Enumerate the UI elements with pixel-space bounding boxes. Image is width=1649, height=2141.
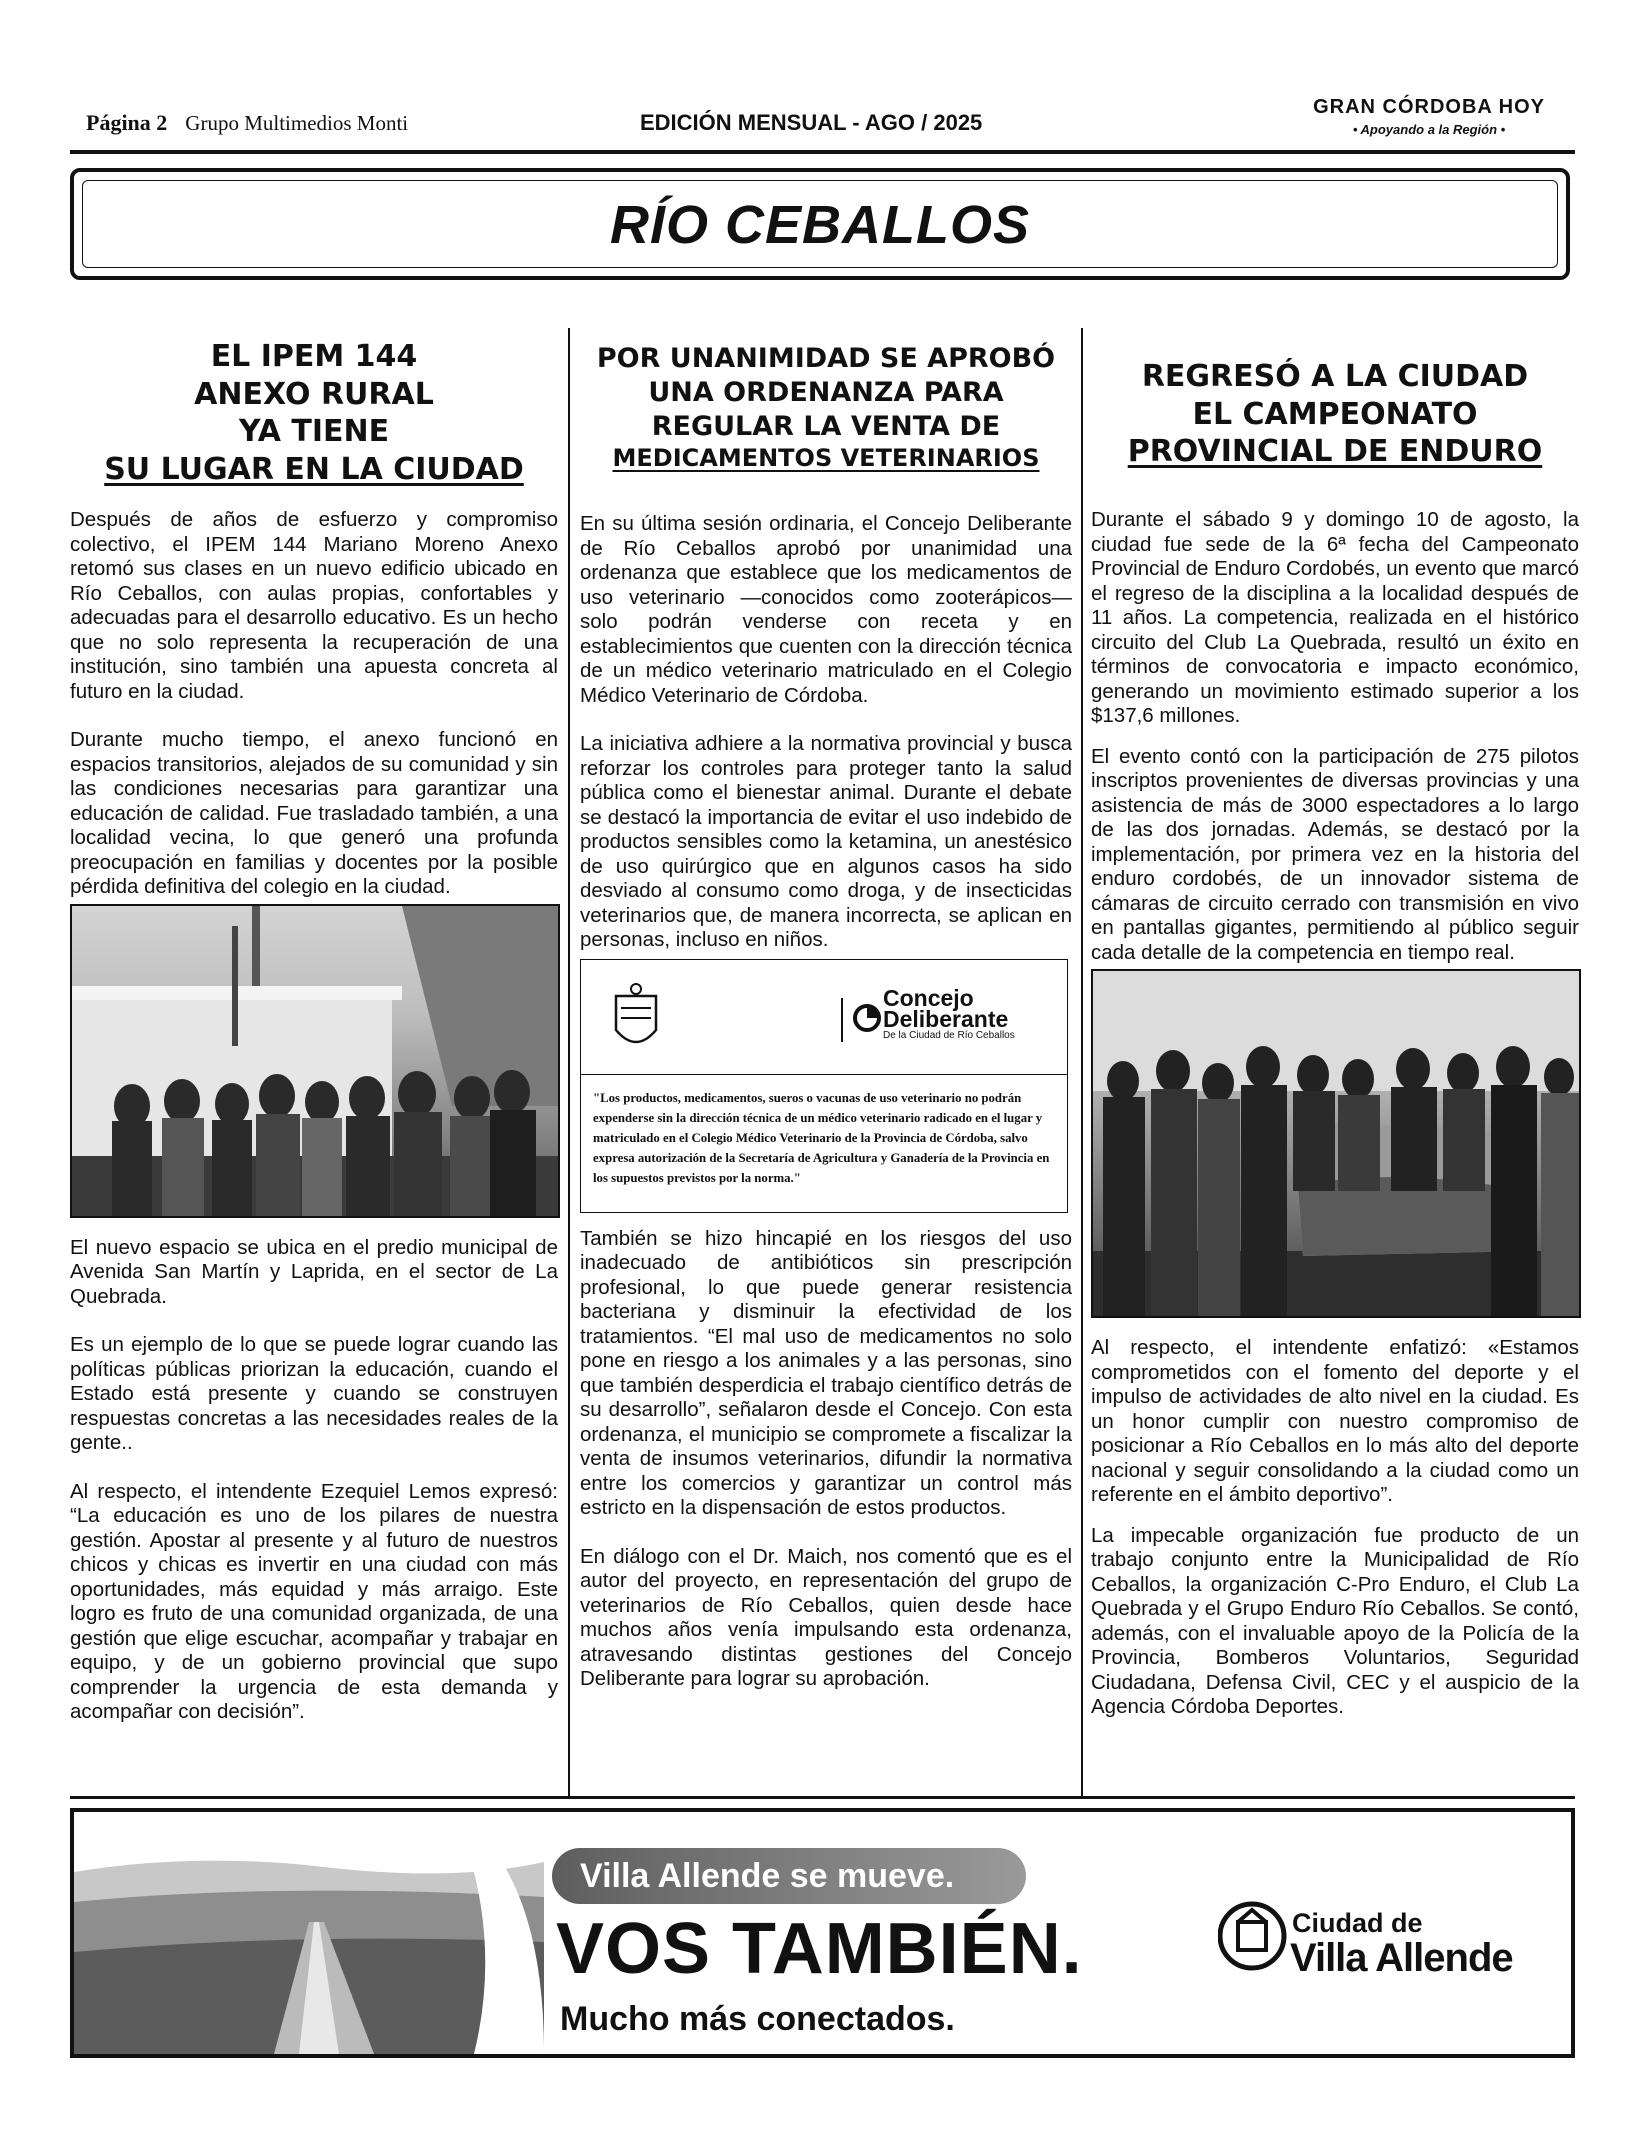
article-ipem bbox=[70, 330, 558, 1749]
headline-line: EL IPEM 144 bbox=[210, 339, 418, 374]
publisher-name: Grupo Multimedios Monti bbox=[185, 111, 409, 135]
article-body bbox=[70, 508, 558, 1725]
header-rule bbox=[70, 150, 1575, 154]
villa-allende-ad bbox=[70, 1808, 1575, 2058]
footer-rule bbox=[70, 1796, 1575, 1799]
paragraph: Al respecto, el intendente Ezequiel Lemos expresó: “La educación es uno de los pilares de nuestra gestión. Apostar al presente y al futuro de nuestros chicos y chicas es invertir en una ciudad con más oportunidades, más equidad y más arraigo. Este logro es fruto de una comunidad organizada, de una gestión que elige escuchar, acompañar y trabajar en equipo, y de un gobierno provincial que supo comprender la urgencia de esta demanda y acompañar con decisión”. bbox=[70, 1479, 558, 1723]
photo-illustration bbox=[1093, 971, 1579, 1316]
concejo-notice bbox=[580, 959, 1068, 1213]
paragraph: Al respecto, el intendente enfatizó: «Estamos comprometidos con el fomento del deporte y el impulso de actividades de alto nivel en la ciudad. Es un honor cumplir con nuestro compromiso de posicionar a Río Ceballos en lo más alto del deporte nacional y seguir consolidando a la ciudad como un referente en el ámbito deportivo”. bbox=[1091, 1336, 1579, 1506]
headline-line: YA TIENE bbox=[238, 414, 390, 449]
paragraph: El evento contó con la participación de 275 pilotos inscriptos provenientes de diversas provincias y una asistencia de más de 3000 espectadores a lo largo de las dos jornadas. Además, se destacó por la implementación, por primera vez en la historia del enduro cordobés, de un innovador sistema de cámaras de circuito cerrado con transmisión en vivo en pantallas gigantes, permitiendo al público seguir cada detalle de la competencia en tiempo real. bbox=[1091, 744, 1579, 964]
section-title: RÍO CEBALLOS bbox=[609, 195, 1030, 255]
article-headline bbox=[580, 342, 1072, 512]
paragraph: Durante mucho tiempo, el anexo funcionó en espacios transitorios, alejados de su comunidad y sin las condiciones necesarias para garantizar una educación de calidad. Fue trasladado también, a una localidad vecina, lo que generó una profunda preocupación en familias y docentes por la posible pérdida definitiva del colegio en la ciudad. bbox=[70, 728, 558, 898]
section-banner bbox=[70, 168, 1570, 280]
headline-line: EL CAMPEONATO bbox=[1192, 396, 1478, 432]
paragraph: La impecable organización fue producto de un trabajo conjunto entre la Municipalidad de Río Ceballos, la organización C-Pro Enduro, el Club La Quebrada y el Grupo Enduro Río Ceballos. Se contó, además, con el invaluable apoyo de la Policía de la Provincia, Bomberos Voluntarios, Seguridad Ciudadana, Defensa Civil, CEC y el auspicio de la Agencia Córdoba Deportes. bbox=[1091, 1523, 1579, 1718]
city-seal-icon bbox=[611, 982, 661, 1054]
city-aerial-image bbox=[74, 1812, 544, 2054]
brand-block bbox=[1313, 96, 1545, 137]
headline-line: UNA ORDENANZA PARA bbox=[648, 376, 1004, 408]
paragraph: Durante el sábado 9 y domingo 10 de agosto, la ciudad fue sede de la 6ª fecha del Campeonato Provincial de Enduro Cordobés, un evento que marcó el regreso de la disciplina a la localidad después de 11 años. La competencia, realizada en el histórico circuito del Club La Quebrada, resultó un éxito en términos de convocatoria e impacto económico, generando un movimiento estimado superior a los $137,6 millones. bbox=[1091, 508, 1579, 727]
paragraph: El nuevo espacio se ubica en el predio municipal de Avenida San Martín y Laprida, en el sector de La Quebrada. bbox=[70, 1235, 558, 1308]
logo-line: Concejo bbox=[883, 984, 974, 1011]
photo-illustration bbox=[72, 906, 558, 1216]
article-headline bbox=[1091, 358, 1579, 508]
paragraph: Es un ejemplo de lo que se puede lograr cuando las políticas públicas priorizan la educación, cuando el Estado está presente y cuando se construyen respuestas concretas a las necesidades reales de la gente.. bbox=[70, 1333, 558, 1454]
logo-separator bbox=[841, 998, 843, 1042]
page-number: Página 2 Grupo Multimedios Monti bbox=[86, 110, 409, 135]
paragraph: También se hizo hincapié en los riesgos del uso inadecuado de antibióticos sin prescripción profesional, lo que puede generar resistencia bacteriana y disminuir la efectividad de los tratamientos. “El mal uso de medicamentos no solo pone en riesgo a los animales y a las personas, sino que también desperdicia el trabajo científico detrás de su desarrollo”, señalaron desde el Concejo. Con esta ordenanza, el municipio se compromete a fiscalizar la venta de insumos veterinarios, difundir la normativa entre los comercios y garantizar un control más estricto en la dispensación de estos productos. bbox=[580, 1226, 1072, 1519]
brand-tagline: • Apoyando a la Región • bbox=[1352, 122, 1506, 137]
concejo-logo-text bbox=[883, 984, 1015, 1042]
headline-line: SU LUGAR EN LA CIUDAD bbox=[104, 451, 524, 487]
ad-logo-line: Ciudad de bbox=[1292, 1908, 1423, 1938]
article-body bbox=[580, 512, 1072, 1692]
headline-line: POR UNANIMIDAD SE APROBÓ bbox=[596, 343, 1056, 374]
ad-headline: VOS TAMBIÉN. bbox=[556, 1909, 1083, 1989]
article-ordenanza bbox=[580, 330, 1072, 1716]
paragraph: En su última sesión ordinaria, el Concejo Deliberante de Río Ceballos aprobó por unanimidad una ordenanza que establece que los medicamentos de uso veterinario —conocidos como zooterápicos— solo podrán venderse con receta y en establecimientos que cuenten con la dirección técnica de un médico veterinario matriculado en el Colegio Médico Veterinario de Córdoba. bbox=[580, 512, 1072, 707]
ad-subline: Mucho más conectados. bbox=[560, 2000, 955, 2038]
brand-name: GRAN CÓRDOBA HOY bbox=[1313, 96, 1545, 118]
paragraph: Después de años de esfuerzo y compromiso colectivo, el IPEM 144 Mariano Moreno Anexo retomó sus clases en un nuevo edificio ubicado en Río Ceballos, con aulas propias, confortables y adecuadas para el desarrollo educativo. Es un hecho que no solo representa la recuperación de una institución, sino también una apuesta concreta al futuro en la ciudad. bbox=[70, 508, 558, 703]
column-divider bbox=[1081, 328, 1083, 1796]
headline-line: REGRESÓ A LA CIUDAD bbox=[1141, 359, 1529, 394]
headline-line: PROVINCIAL DE ENDURO bbox=[1127, 434, 1543, 469]
edition-label: EDICIÓN MENSUAL - AGO / 2025 bbox=[640, 110, 983, 135]
logo-line: De la Ciudad de Río Ceballos bbox=[883, 1029, 1015, 1041]
article-enduro bbox=[1091, 330, 1579, 1736]
school-group-photo bbox=[70, 904, 560, 1218]
ordinance-quote: "Los productos, medicamentos, sueros o vacunas de uso veterinario no podrán expenderse sin la dirección técnica de un médico veterinario radicado en el lugar y matriculado en el Colegio Médico Veterinario de la Provincia de Córdoba, salvo expresa autorización de la Secretaría de Agricultura y Ganadería de la Provincia en los supuestos previstos por la norma." bbox=[593, 1090, 1050, 1185]
article-headline bbox=[70, 338, 558, 508]
column-divider bbox=[568, 328, 570, 1796]
headline-line: REGULAR LA VENTA DE bbox=[651, 410, 1001, 442]
page-header bbox=[70, 96, 1575, 146]
logo-line: Deliberante bbox=[883, 1005, 1009, 1032]
headline-line: ANEXO RURAL bbox=[194, 376, 434, 412]
enduro-podium-photo bbox=[1091, 969, 1581, 1318]
paragraph: En diálogo con el Dr. Maich, nos comentó que es el autor del proyecto, en representación del grupo de veterinarios de Río Ceballos, quien desde hace muchos años venía impulsando esta ordenanza, atravesando distintas gestiones del Concejo Deliberante para lograr su aprobación. bbox=[580, 1544, 1072, 1690]
ad-logo-line: Villa Allende bbox=[1290, 1936, 1513, 1980]
paragraph: La iniciativa adhiere a la normativa provincial y busca reforzar los controles para proteger tanto la salud pública como el bienestar animal. Durante el debate se destacó la importancia de evitar el uso indebido de productos sensibles como la ketamina, un anestésico de uso quirúrgico que en algunos casos ha sido desviado al consumo como droga, y de insecticidas veterinarios que, de manera incorrecta, se aplican en personas, incluso en niños. bbox=[580, 732, 1072, 951]
notice-divider bbox=[581, 1074, 1067, 1075]
article-body bbox=[1091, 508, 1579, 1720]
ad-tagline-pill: Villa Allende se mueve. bbox=[552, 1848, 1026, 1904]
headline-line: MEDICAMENTOS VETERINARIOS bbox=[612, 444, 1040, 473]
